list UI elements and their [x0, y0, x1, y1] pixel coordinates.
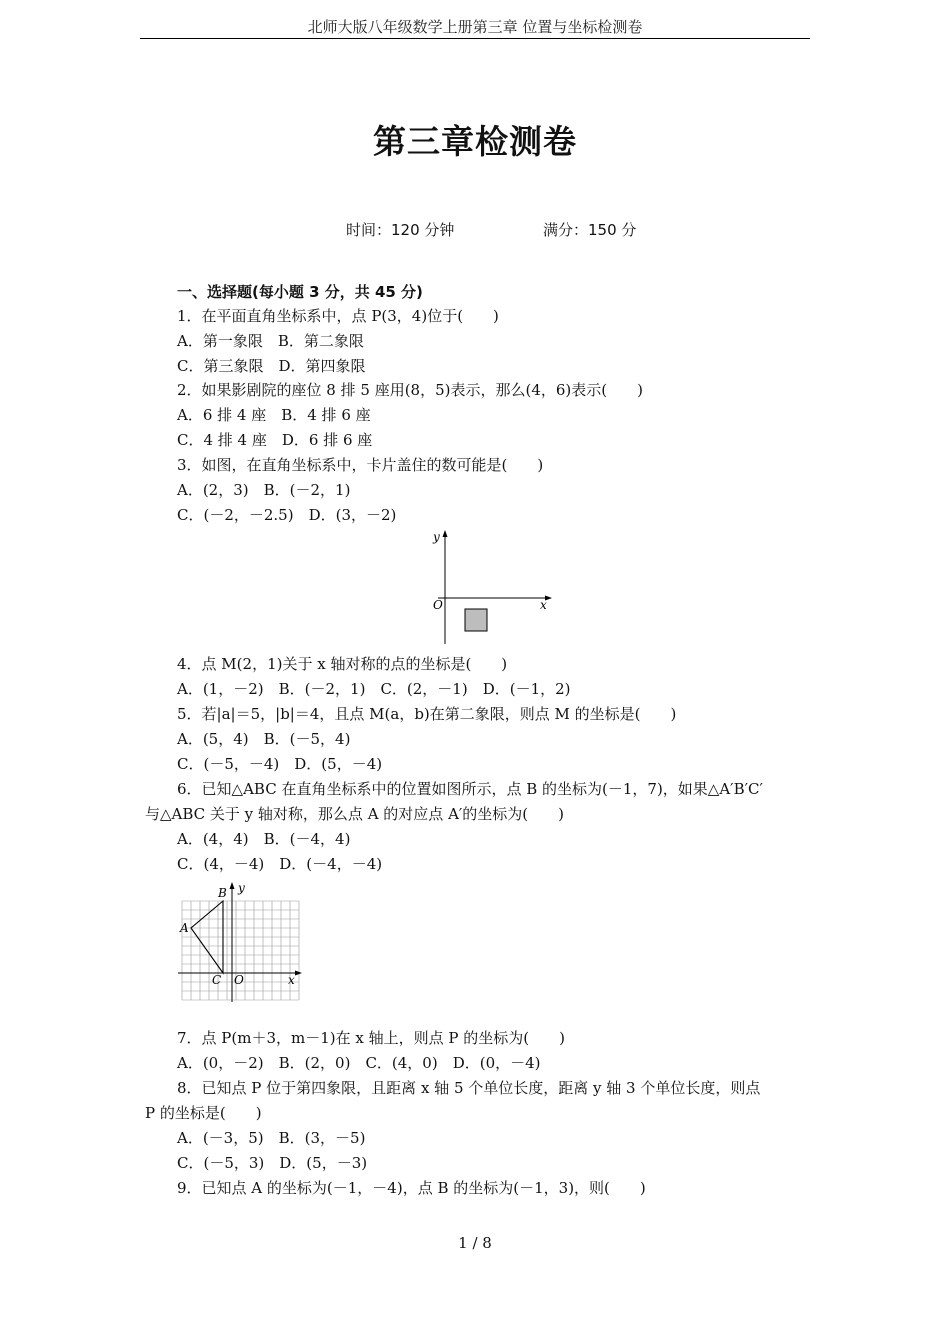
- question-3-options-ab: A．(2，3) B．(－2，1): [177, 481, 351, 499]
- question-5: 5．若|a|＝5，|b|＝4，且点 M(a，b)在第二象限，则点 M 的坐标是( ): [177, 705, 677, 723]
- question-3-options-cd: C．(－2，－2.5) D．(3，－2): [177, 506, 397, 524]
- fig2-origin-label: O: [234, 973, 244, 987]
- section-heading: 一、选择题(每小题 3 分，共 45 分): [177, 283, 423, 301]
- fig1-x-label: x: [540, 598, 547, 612]
- question-1-options-cd: C．第三象限 D．第四象限: [177, 357, 366, 375]
- question-5-options-ab: A．(5，4) B．(－5，4): [177, 730, 351, 748]
- question-3: 3．如图，在直角坐标系中，卡片盖住的数可能是( ): [177, 456, 544, 474]
- question-6-options-cd: C．(4，－4) D．(－4，－4): [177, 855, 383, 873]
- question-6-figure: [170, 880, 310, 1005]
- question-7-options: A．(0，－2) B．(2，0) C．(4，0) D．(0，－4): [177, 1054, 541, 1072]
- page-header: 北师大版八年级数学上册第三章 位置与坐标检测卷: [307, 18, 643, 36]
- question-2-options-cd: C．4 排 4 座 D．6 排 6 座: [177, 431, 373, 449]
- fig2-y-label: y: [238, 881, 245, 895]
- question-1: 1．在平面直角坐标系中，点 P(3，4)位于( ): [177, 307, 499, 325]
- fig2-b-label: B: [218, 886, 227, 900]
- fig2-x-label: x: [288, 973, 295, 987]
- question-5-options-cd: C．(－5，－4) D．(5，－4): [177, 755, 383, 773]
- question-1-options-ab: A．第一象限 B．第二象限: [177, 332, 364, 350]
- fig2-c-label: C: [212, 973, 222, 987]
- question-8-options-ab: A．(－3，5) B．(3，－5): [177, 1129, 366, 1147]
- question-6-continued: 与△ABC 关于 y 轴对称，那么点 A 的对应点 A′的坐标为( ): [145, 805, 565, 823]
- fig1-origin-label: O: [433, 598, 443, 612]
- header-rule: [140, 38, 810, 39]
- question-4-options: A．(1，－2) B．(－2，1) C．(2，－1) D．(－1，2): [177, 680, 571, 698]
- question-7: 7．点 P(m＋3，m－1)在 x 轴上，则点 P 的坐标为( ): [177, 1029, 565, 1047]
- question-8-options-cd: C．(－5，3) D．(5，－3): [177, 1154, 368, 1172]
- question-8: 8．已知点 P 位于第四象限，且距离 x 轴 5 个单位长度，距离 y 轴 3 个单位长度，则点: [177, 1079, 761, 1097]
- page-title: 第三章检测卷: [373, 122, 577, 161]
- question-6: 6．已知△ABC 在直角坐标系中的位置如图所示，点 B 的坐标为(－1，7)，如果△A′B′C′: [177, 780, 763, 798]
- question-6-options-ab: A．(4，4) B．(－4，4): [177, 830, 351, 848]
- question-2: 2．如果影剧院的座位 8 排 5 座用(8，5)表示，那么(4，6)表示( ): [177, 381, 643, 399]
- exam-score: 满分：150 分: [543, 221, 637, 239]
- fig2-a-label: A: [180, 921, 189, 935]
- question-8-continued: P 的坐标是( ): [145, 1104, 262, 1122]
- page-number: 1 / 8: [458, 1234, 492, 1252]
- question-3-figure: [428, 528, 558, 646]
- question-4: 4．点 M(2，1)关于 x 轴对称的点的坐标是( ): [177, 655, 508, 673]
- question-9: 9．已知点 A 的坐标为(－1，－4)，点 B 的坐标为(－1，3)，则( ): [177, 1179, 646, 1197]
- question-2-options-ab: A．6 排 4 座 B．4 排 6 座: [177, 406, 371, 424]
- fig1-y-label: y: [433, 530, 440, 544]
- exam-time: 时间：120 分钟: [346, 221, 455, 239]
